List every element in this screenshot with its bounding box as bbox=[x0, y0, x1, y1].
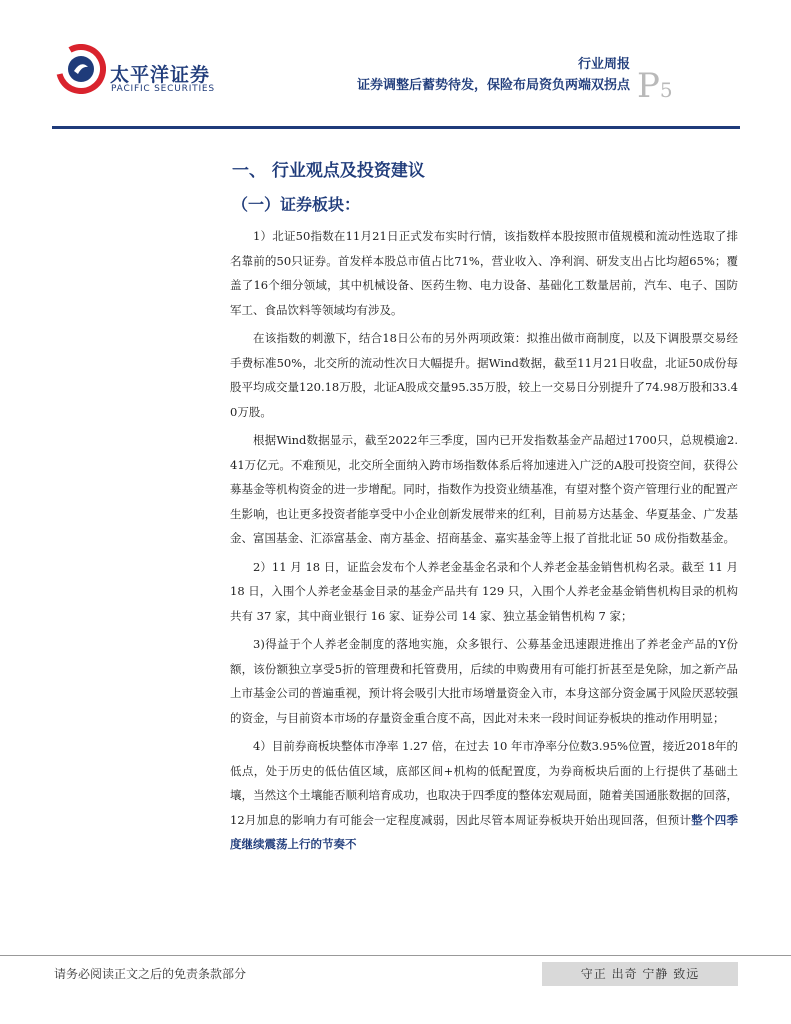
page-digit: 5 bbox=[659, 78, 673, 102]
paragraph: 在该指数的刺激下，结合18日公布的另外两项政策：拟推出做市商制度，以及下调股票交易经手费标准50%，北交所的流动性次日大幅提升。据Wind数据，截至11月21日收盘，北证50成份每股平均成交量120.18万股，北证A股成交量95.35万股，较上一交易日分别提升了74.98万股和33.40万股。 bbox=[230, 331, 738, 419]
page-number bbox=[637, 66, 673, 106]
section-subtitle: （一）证券板块： bbox=[232, 195, 361, 214]
footer-motto: 守正 出奇 宁静 致远 bbox=[542, 962, 738, 986]
pacific-securities-logo-icon bbox=[56, 44, 106, 94]
paragraph: 3)得益于个人养老金制度的落地实施，众多银行、公募基金迅速跟进推出了养老金产品的Y份额，该份额独立享受5折的管理费和托管费用，后续的申购费用有可能打折甚至是免除，加之新产品上市基金公司的普遍重视，预计将会吸引大批市场增量资金入市，本身这部分资金属于风险厌恶较强的资金，与目前资本市场的存量资金重合度不高，因此对未来一段时间证券板块的推动作用明显； bbox=[230, 637, 738, 725]
footer-divider bbox=[0, 955, 791, 956]
footer-disclaimer: 请务必阅读正文之后的免责条款部分 bbox=[54, 967, 247, 981]
paragraph-last-text: 4）目前券商板块整体市净率 1.27 倍，在过去 10 年市净率分位数3.95%位置，接近2018年的低点，处于历史的低估值区域，底部区间+机构的低配置度，为券商板块后面的上行提供了基础土壤，当然这个土壤能否顺利培育成功，也取决于四季度的整体宏观局面，随着美国通胀数据的回落，12月加息的影响力有可能会一定程度减弱，因此尽管本周证券板块开始出现回落，但预计 bbox=[230, 739, 738, 827]
paragraph: 根据Wind数据显示，截至2022年三季度，国内已开发指数基金产品超过1700只，总规模逾2.41万亿元。不难预见，北交所全面纳入跨市场指数体系后将加速进入广泛的A股可投资空间，获得公募基金等机构资金的进一步增配。同时，指数作为投资业绩基准，有望对整个资产管理行业的配置产生影响，也让更多投资者能享受中小企业创新发展带来的红利，目前易方达基金、华夏基金、广发基金、富国基金、汇添富基金、南方基金、招商基金、嘉实基金等上报了首批北证 50 成份指数基金。 bbox=[230, 433, 738, 545]
header-divider bbox=[52, 126, 740, 129]
page-letter: P bbox=[637, 66, 660, 106]
report-title: 证券调整后蓄势待发，保险布局资负两端双拐点 bbox=[356, 78, 630, 93]
section-title: 一、 行业观点及投资建议 bbox=[232, 161, 425, 181]
report-type: 行业周报 bbox=[578, 57, 631, 72]
body-content bbox=[230, 224, 738, 861]
paragraph-last bbox=[230, 734, 738, 857]
paragraph: 2）11 月 18 日，证监会发布个人养老金基金名录和个人养老金基金销售机构名录。截至 11 月 18 日，入围个人养老金基金目录的基金产品共有 129 只，入围个人养老金基金销售机构目录的机构共有 37 家，其中商业银行 16 家、证券公司 14 家、独立基金销售机构 7 家； bbox=[230, 559, 738, 623]
page-header bbox=[0, 0, 791, 132]
company-name-cn: 太平洋证券 bbox=[110, 64, 211, 86]
company-name-en: PACIFIC SECURITIES bbox=[111, 84, 215, 94]
highlighted-text: 整个四季度继续震荡上行的节奏不 bbox=[230, 812, 738, 851]
paragraph: 1）北证50指数在11月21日正式发布实时行情，该指数样本股按照市值规模和流动性选取了排名靠前的50只证券。首发样本股总市值占比71%，营业收入、净利润、研发支出占比均超65%；覆盖了16个细分领域，其中机械设备、医药生物、电力设备、基础化工数量居前，汽车、电子、国防军工、食品饮料等领域均有涉及。 bbox=[230, 229, 738, 317]
